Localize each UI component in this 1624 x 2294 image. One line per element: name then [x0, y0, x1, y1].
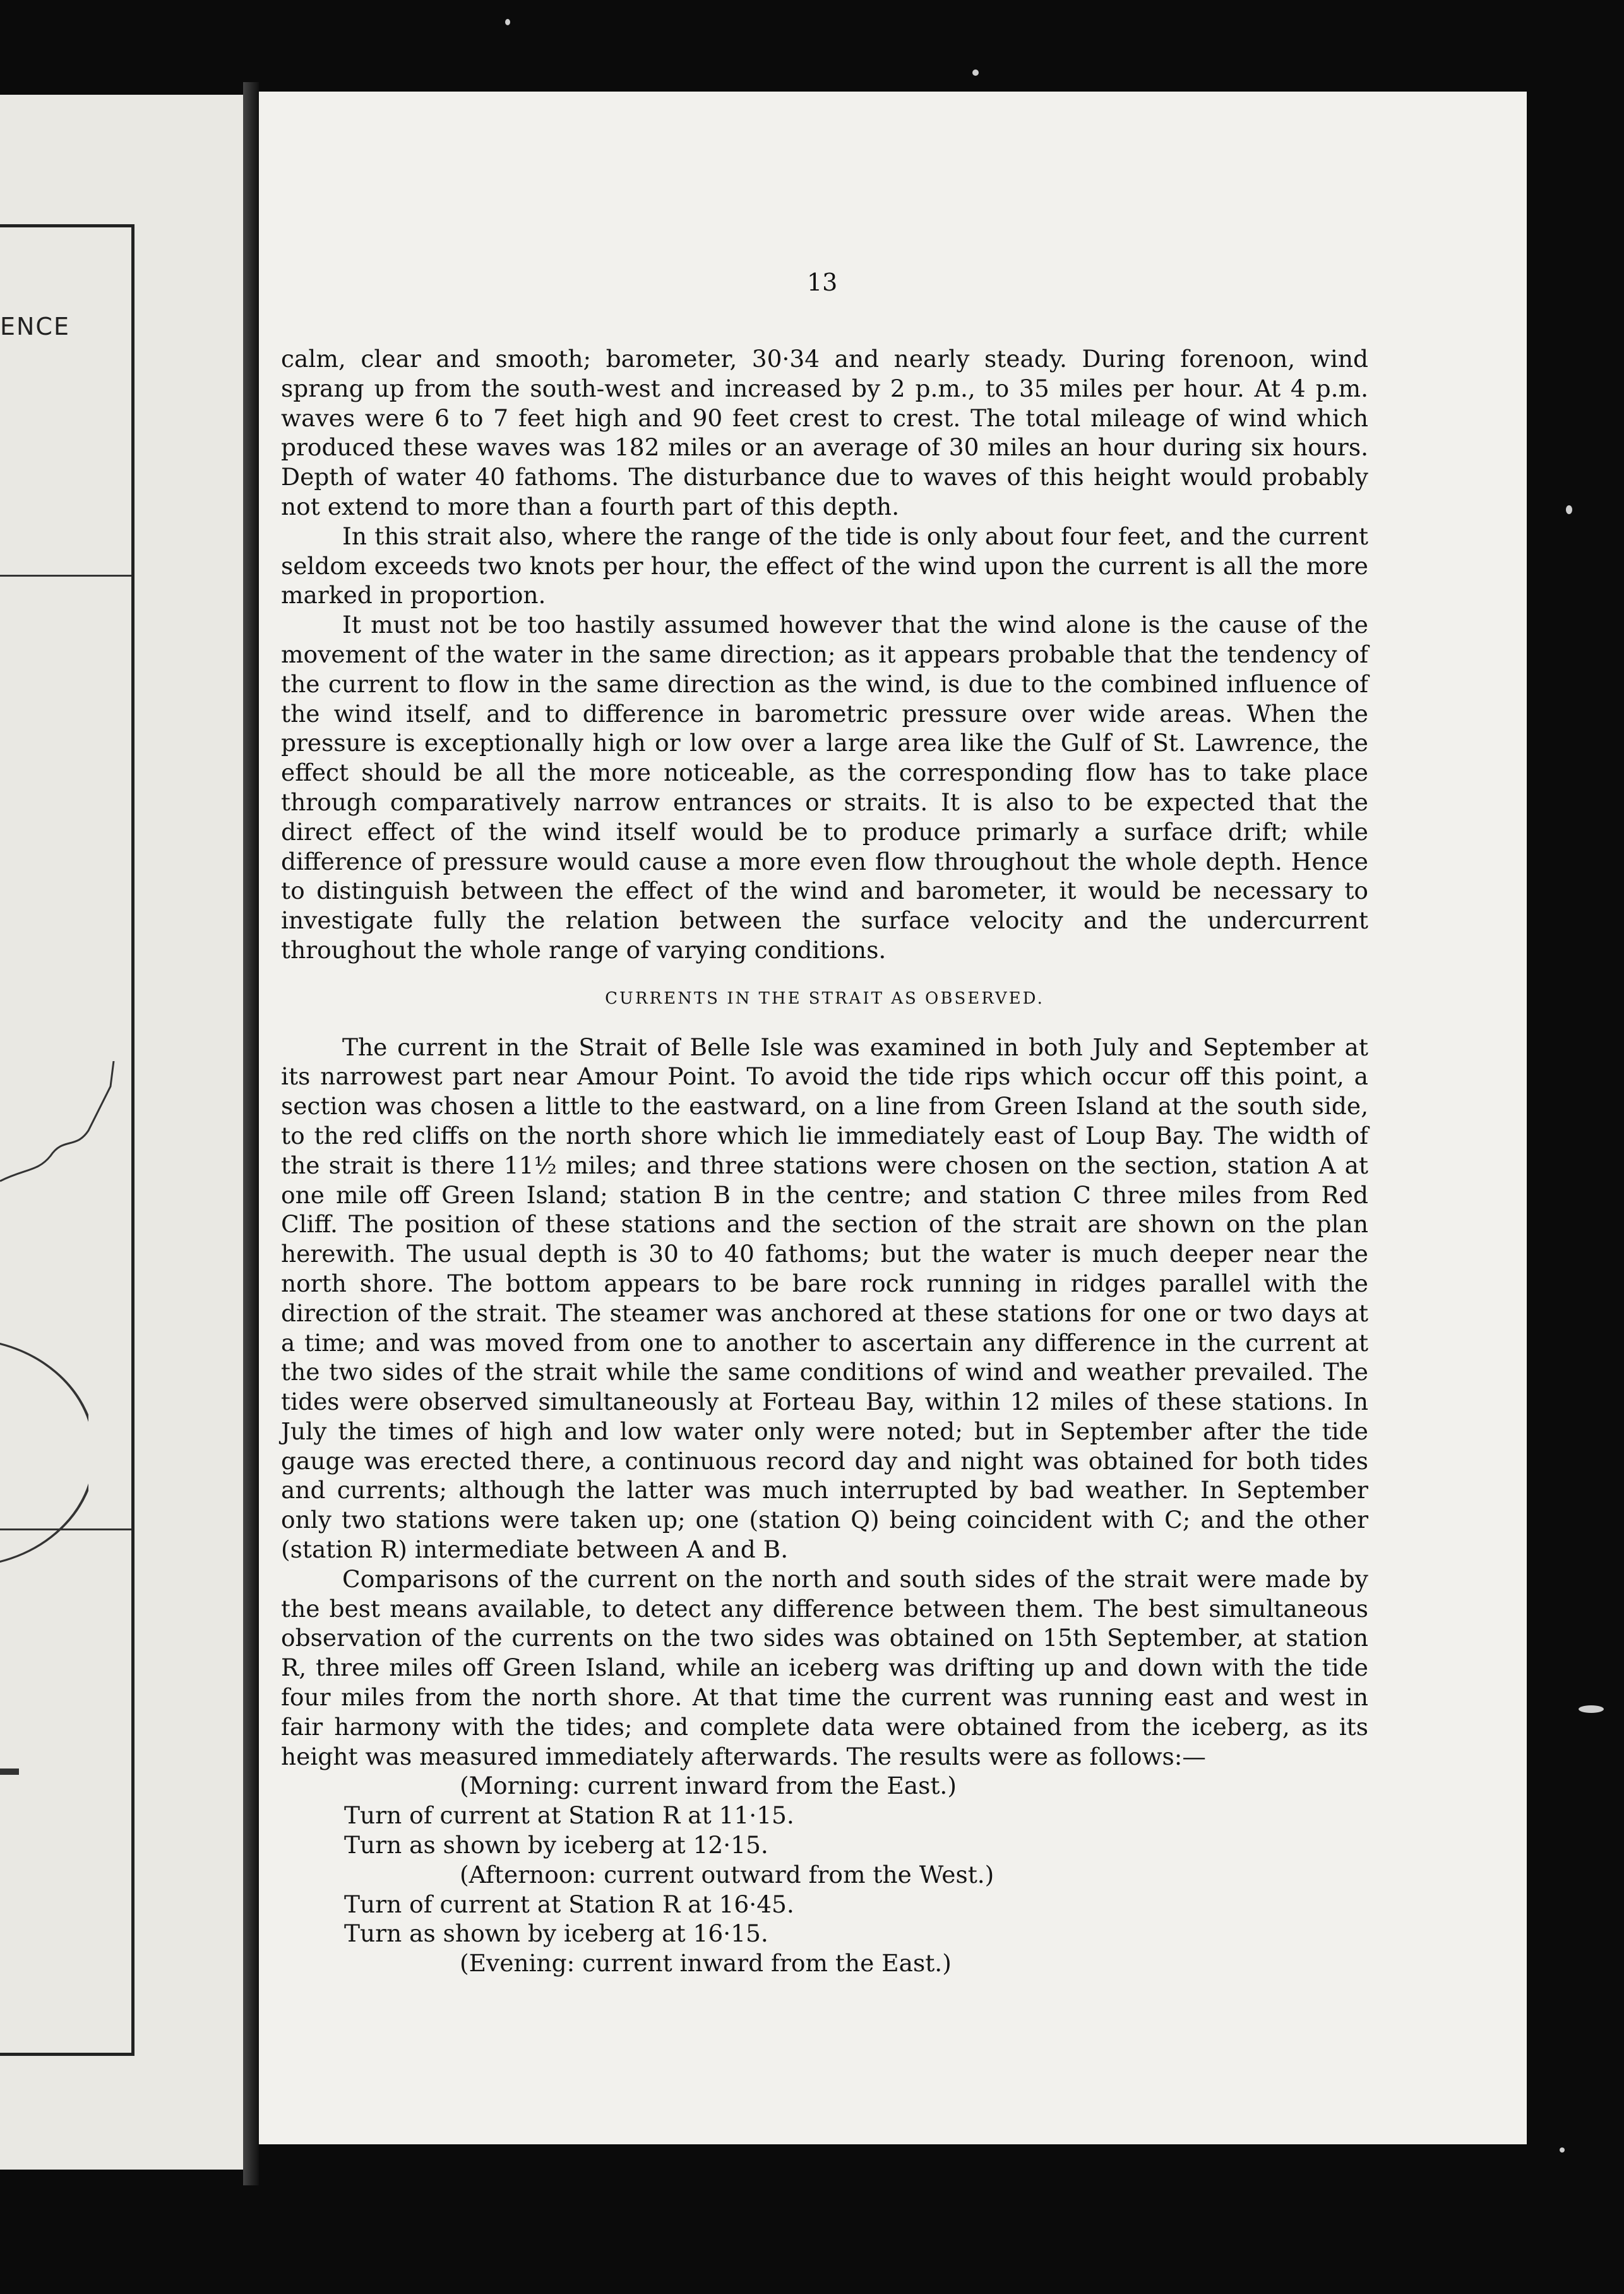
section-heading: CURRENTS IN THE STRAIT AS OBSERVED. — [605, 988, 1044, 1008]
book-gutter — [243, 82, 259, 2185]
paragraph: In this strait also, where the range of the tide is only about four feet, and the current seldom exceeds two knots per hour, the effect of the wind upon the current is all the more marked in proportion. — [281, 522, 1368, 610]
map-label-fragment: ENCE — [0, 313, 70, 340]
observation-line: Turn of current at Station R at 11·15. — [344, 1801, 794, 1830]
scan-speck — [505, 19, 510, 25]
scan-speck — [972, 69, 979, 76]
page-number: 13 — [807, 268, 838, 296]
paragraph: Comparisons of the current on the north and south sides of the strait were made by the best means available, to detect any difference between them. The best simultaneous observation of the currents on the two sides was obtained on 15th September, at station R, three miles off Green Island, while an iceberg was drifting up and down with the tide four miles from the north shore. At that time the current was running east and west in fair harmony with the tides; and complete data were obtained from the iceberg, as its height was measured immediately afterwards. The results were as follows:— — [281, 1564, 1368, 1770]
body-text — [281, 344, 1368, 1978]
observation-line: Turn as shown by iceberg at 12·15. — [344, 1831, 768, 1859]
observation-line: Turn of current at Station R at 16·45. — [344, 1890, 794, 1918]
paragraph: It must not be too hastily assumed however that the wind alone is the cause of the movement of the water in the same direction; as it appears probable that the tendency of the current to flow in the same direction as the wind, is due to the combined influence of the wind itself, and to difference in barometric pressure over wide areas. When the pressure is exceptionally high or low over a large area like the Gulf of St. Lawrence, the effect should be all the more noticeable, as the corresponding flow has to take place through comparatively narrow entrances or straits. It is also to be expected that the direct effect of the wind itself would be to produce primarly a surface drift; while difference of pressure would cause a more even flow throughout the whole depth. Hence to distinguish between the effect of the wind and barometer, it would be necessary to investigate fully the relation between the surface velocity and the undercurrent throughout the whole range of varying conditions. — [281, 611, 1368, 964]
scan-speck — [1560, 2147, 1565, 2153]
paragraph: The current in the Strait of Belle Isle was examined in both July and September at its narrowest part near Amour Point. To avoid the tide rips which occur off this point, a section was chosen a little to the eastward, on a line from Green Island at the south side, to the red cliffs on the north shore which lie immediately east of Loup Bay. The width of the strait is there 11½ miles; and three stations were chosen on the section, station A at one mile off Green Island; station B in the centre; and station C three miles from Red Cliff. The position of these stations and the section of the strait are shown on the plan herewith. The usual depth is 30 to 40 fathoms; but the water is much deeper near the north shore. The bottom appears to be bare rock running in ridges parallel with the direction of the strait. The steamer was anchored at these stations for one or two days at a time; and was moved from one to another to ascertain any difference in the current at the two sides of the strait while the same conditions of wind and weather prevailed. The tides were observed simultaneously at Forteau Bay, within 12 miles of these stations. In July the times of high and low water only were noted; but in September after the tide gauge was erected there, a continuous record day and night was obtained for both tides and currents; although the latter was much interrupted by bad weather. In September only two stations were taken up; one (station Q) being coincident with C; and the other (station R) intermediate between A and B. — [281, 1033, 1368, 1564]
map-rule — [0, 575, 131, 577]
map-compass-arc — [0, 1326, 88, 1579]
scan-speck — [1566, 505, 1572, 514]
map-coastline — [0, 1061, 126, 1213]
observation-line: Turn as shown by iceberg at 16·15. — [344, 1919, 768, 1948]
observation-phase: (Morning: current inward from the East.) — [460, 1772, 957, 1800]
observation-phase: (Afternoon: current outward from the West.) — [460, 1860, 994, 1889]
observation-phase: (Evening: current inward from the East.) — [460, 1949, 952, 1978]
paragraph: calm, clear and smooth; barometer, 30·34 and nearly steady. During forenoon, wind sprang up from the south-west and increased by 2 p.m., to 35 miles per hour. At 4 p.m. waves were 6 to 7 feet high and 90 feet crest to crest. The total mileage of wind which produced these waves was 182 miles or an average of 30 miles an hour during six hours. Depth of water 40 fathoms. The disturbance due to waves of this height would probably not extend to more than a fourth part of this depth. — [281, 345, 1368, 520]
map-mark — [0, 1769, 19, 1775]
scan-speck — [1579, 1705, 1604, 1713]
facing-page — [0, 95, 243, 2170]
